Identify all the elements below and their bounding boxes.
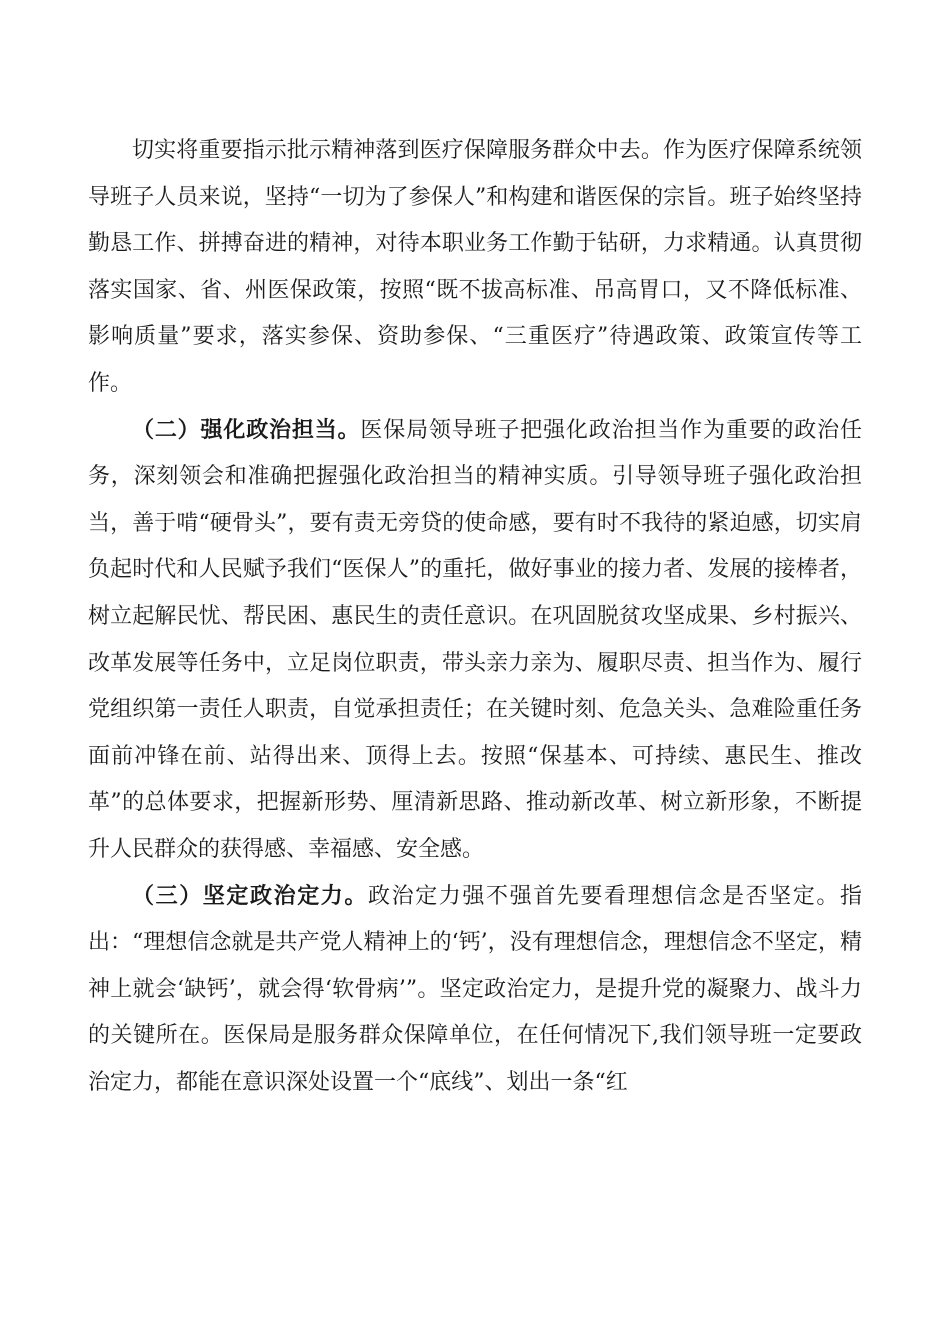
paragraph-intro bbox=[88, 128, 862, 408]
paragraph-political-responsibility bbox=[88, 408, 862, 874]
paragraph-text: 医保局领导班子把强化政治担当作为重要的政治任务，深刻领会和准确把握强化政治担当的精神实质。引导领导班子强化政治担当，善于啃“硬骨头”，要有责无旁贷的使命感，要有时不我待的紧迫感，切实肩负起时代和人民赋予我们“医保人”的重托，做好事业的接力者、发展的接棒者，树立起解民忧、帮民困、惠民生的责任意识。在巩固脱贫攻坚成果、乡村振兴、改革发展等任务中，立足岗位职责，带头亲力亲为、履职尽责、担当作为、履行党组织第一责任人职责，自觉承担责任；在关键时刻、危急关头、急难险重任务面前冲锋在前、站得出来、顶得上去。按照“保基本、可持续、惠民生、推改革”的总体要求，把握新形势、厘清新思路、推动新改革、树立新形象，不断提升人民群众的获得感、幸福感、安全感。 bbox=[88, 417, 862, 862]
paragraph-political-resolve bbox=[88, 874, 862, 1107]
paragraph-heading: （三）坚定政治定力。 bbox=[132, 883, 368, 909]
document-body bbox=[88, 128, 862, 1106]
paragraph-text: 政治定力强不强首先要看理想信念是否坚定。指出：“理想信念就是共产党人精神上的‘钙’，没有理想信念，理想信念不坚定，精神上就会‘缺钙’，就会得‘软骨病’”。坚定政治定力，是提升党的凝聚力、战斗力的关键所在。医保局是服务群众保障单位，在任何情况下,我们领导班一定要政治定力，都能在意识深处设置一个“底线”、划出一条“红 bbox=[88, 883, 862, 1095]
paragraph-text: 切实将重要指示批示精神落到医疗保障服务群众中去。作为医疗保障系统领导班子人员来说，坚持“一切为了参保人”和构建和谐医保的宗旨。班子始终坚持勤恳工作、拼搏奋进的精神，对待本职业务工作勤于钻研，力求精通。认真贯彻落实国家、省、州医保政策，按照“既不拔高标准、吊高胃口，又不降低标准、影响质量”要求，落实参保、资助参保、“三重医疗”待遇政策、政策宣传等工作。 bbox=[88, 138, 862, 396]
paragraph-heading: （二）强化政治担当。 bbox=[132, 417, 361, 443]
